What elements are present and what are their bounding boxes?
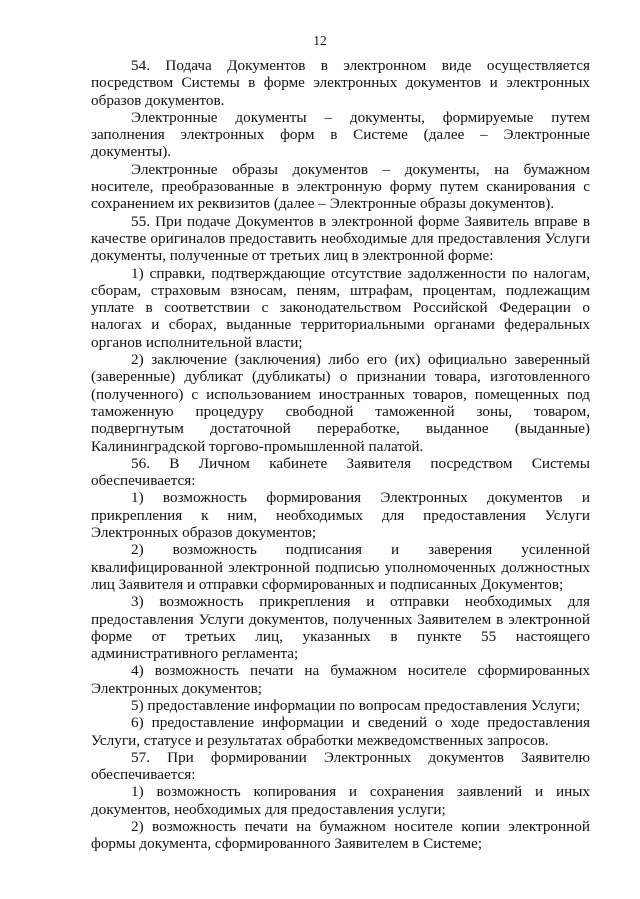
page-number: 12 [313, 33, 327, 48]
list-item-55-2: 2) заключение (заключения) либо его (их) официально заверенный (заверенные) дубликат (дубликаты) о признании товара, изготовленного (полученного) с использованием иностранных товаров, помещенных под таможенную процедуру свободной таможенной зоны, товаром, подвергнутым достаточной переработке, выданное (выданные) Калининградской торгово-промышленной палатой. [91, 351, 590, 455]
list-item-57-2: 2) возможность печати на бумажном носителе копии электронной формы документа, сформированного Заявителем в Системе; [91, 818, 590, 853]
list-item-55-1: 1) справки, подтверждающие отсутствие задолженности по налогам, сборам, страховым взносам, пеням, штрафам, процентам, подлежащим уплате в соответствии с законодательством Российской Федерации о налогах и сборах, выданные территориальными органами федеральных органов исполнительной власти; [91, 264, 590, 351]
paragraph-55: 55. При подаче Документов в электронной форме Заявитель вправе в качестве оригиналов предоставить необходимые для предоставления Услуги документы, полученные от третьих лиц в электронной форме: [91, 212, 590, 265]
list-item-56-4: 4) возможность печати на бумажном носителе сформированных Электронных документов; [91, 662, 590, 697]
list-item-57-1: 1) возможность копирования и сохранения заявлений и иных документов, необходимых для предоставления услуги; [91, 783, 590, 818]
paragraph-electronic-images: Электронные образы документов – документы, на бумажном носителе, преобразованные в электронную форму путем сканирования с сохранением их реквизитов (далее – Электронные образы документов). [91, 160, 590, 213]
document-body [91, 57, 590, 853]
list-item-56-2: 2) возможность подписания и заверения усиленной квалифицированной электронной подписью уполномоченных должностных лиц Заявителя и отправки сформированных и подписанных Документов; [91, 541, 590, 593]
list-item-56-5: 5) предоставление информации по вопросам предоставления Услуги; [131, 696, 581, 714]
paragraph-electronic-documents: Электронные документы – документы, формируемые путем заполнения электронных форм в Системе (далее – Электронные документы). [91, 108, 590, 161]
paragraph-57: 57. При формировании Электронных документов Заявителю обеспечивается: [91, 748, 590, 784]
list-item-56-6: 6) предоставление информации и сведений о ходе предоставления Услуги, статусе и результатах обработки межведомственных запросов. [91, 714, 590, 749]
paragraph-56: 56. В Личном кабинете Заявителя посредством Системы обеспечивается: [91, 454, 590, 490]
list-item-56-3: 3) возможность прикрепления и отправки необходимых для предоставления Услуги документов, полученных Заявителем в электронной форме от третьих лиц, указанных в пункте 55 настоящего административного регламента; [91, 593, 590, 663]
list-item-56-1: 1) возможность формирования Электронных документов и прикрепления к ним, необходимых для предоставления Услуги Электронных образов документов; [91, 489, 590, 542]
paragraph-54: 54. Подача Документов в электронном виде осуществляется посредством Системы в форме электронных документов и электронных образов документов. [91, 57, 590, 109]
